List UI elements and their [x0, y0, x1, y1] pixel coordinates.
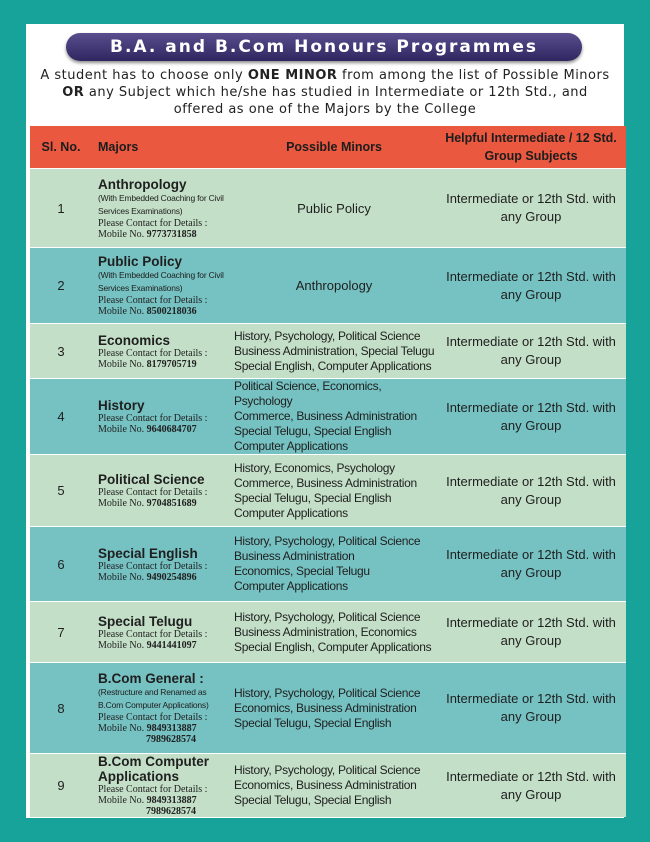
minor-line: History, Psychology, Political Science — [234, 763, 421, 777]
contact-label: Please Contact for Details : — [98, 784, 208, 795]
header-possible-minors: Possible Minors — [232, 126, 436, 169]
row-number: 2 — [30, 248, 92, 324]
contact-label: Please Contact for Details : — [98, 487, 208, 498]
helpful-subjects-cell: Intermediate or 12th Std. with any Group — [436, 379, 626, 455]
programmes-table — [30, 126, 626, 817]
minor-line: Business Administration, Economics — [234, 624, 417, 639]
header-helpful-subjects: Helpful Intermediate / 12 Std. Group Subjects — [436, 126, 626, 169]
row-number: 5 — [30, 455, 92, 527]
contact-label: Please Contact for Details : — [98, 295, 208, 306]
major-cell — [92, 602, 232, 663]
major-name: Anthropology — [98, 176, 187, 192]
mobile-line — [98, 359, 232, 370]
mobile-label: Mobile No. — [98, 571, 145, 583]
minor-line: Special English, Computer Applications — [234, 358, 432, 373]
minor-line: History, Psychology, Political Science — [234, 328, 421, 343]
helpful-subjects-cell: Intermediate or 12th Std. with any Group — [436, 248, 626, 324]
table-row — [30, 379, 626, 455]
major-cell — [92, 324, 232, 379]
programme-sheet — [26, 24, 624, 818]
row-number: 8 — [30, 663, 92, 754]
mobile-label: Mobile No. — [98, 358, 145, 370]
table-row — [30, 455, 626, 527]
mobile-line — [98, 229, 232, 240]
mobile-line — [98, 306, 232, 317]
mobile-number: 9849313887 — [146, 795, 197, 806]
mobile-label: Mobile No. — [98, 306, 145, 317]
mobile-line — [98, 723, 232, 734]
mobile-number-secondary: 7989628574 — [146, 734, 196, 745]
table-row — [30, 248, 626, 324]
major-name: History — [98, 398, 145, 413]
page-title: B.A. and B.Com Honours Programmes — [66, 33, 582, 61]
mobile-line — [98, 498, 232, 509]
contact-label: Please Contact for Details : — [98, 628, 208, 640]
possible-minors-cell — [232, 663, 436, 754]
major-name: Special English — [98, 545, 198, 561]
minor-line: Special English, Computer Applications — [234, 639, 432, 654]
table-row — [30, 602, 626, 663]
major-note: (Restructure and Renamed as B.Com Computer Applications) — [98, 687, 209, 710]
mobile-number: 9849313887 — [146, 723, 197, 734]
table-row — [30, 169, 626, 248]
major-cell — [92, 754, 232, 818]
intro-text-1: A student has to choose only — [40, 68, 248, 83]
minor-line: Business Administration, Special Telugu — [234, 343, 435, 358]
minor-line: Economics, Special Telugu — [234, 564, 370, 578]
helpful-subjects-cell: Intermediate or 12th Std. with any Group — [436, 663, 626, 754]
mobile-label: Mobile No. — [98, 424, 145, 435]
mobile-label: Mobile No. — [98, 723, 145, 734]
possible-minors-cell — [232, 248, 436, 324]
mobile-line — [98, 795, 232, 806]
intro-text-2: from among the list of Possible Minors — [337, 68, 610, 83]
minor-line: Public Policy — [297, 200, 371, 216]
intro-bold-2: OR — [62, 85, 85, 100]
row-number: 7 — [30, 602, 92, 663]
contact-label: Please Contact for Details : — [98, 413, 208, 424]
table-row — [30, 324, 626, 379]
major-cell — [92, 248, 232, 324]
mobile-number: 8179705719 — [146, 358, 197, 370]
table-row — [30, 754, 626, 818]
helpful-subjects-cell: Intermediate or 12th Std. with any Group — [436, 169, 626, 248]
minor-line: Business Administration — [234, 549, 355, 563]
helpful-subjects-cell: Intermediate or 12th Std. with any Group — [436, 527, 626, 602]
possible-minors-cell — [232, 379, 436, 455]
table-header-row — [30, 126, 626, 169]
mobile-line — [98, 572, 232, 583]
contact-label: Please Contact for Details : — [98, 217, 208, 229]
row-number: 3 — [30, 324, 92, 379]
contact-label: Please Contact for Details : — [98, 347, 208, 359]
major-name: Special Telugu — [98, 613, 193, 629]
minor-line: Computer Applications — [234, 505, 348, 520]
mobile-number: 9704851689 — [146, 498, 197, 509]
row-number: 4 — [30, 379, 92, 455]
mobile-label: Mobile No. — [98, 639, 145, 651]
major-name: Economics — [98, 332, 171, 348]
major-note: (With Embedded Coaching for Civil Services Examinations) — [98, 270, 224, 293]
major-cell — [92, 379, 232, 455]
mobile-number: 9441441097 — [146, 639, 197, 651]
possible-minors-cell — [232, 527, 436, 602]
mobile-label: Mobile No. — [98, 228, 145, 240]
minor-line: Special Telugu, Special English — [234, 715, 392, 730]
mobile-line — [98, 640, 232, 651]
intro-text-3: any Subject which he/she has studied in Intermediate or 12th Std., and offered as one of the Majors by the College — [84, 85, 588, 117]
minor-line: Computer Applications — [234, 579, 348, 593]
table-row — [30, 663, 626, 754]
row-number: 6 — [30, 527, 92, 602]
major-cell — [92, 527, 232, 602]
contact-label: Please Contact for Details : — [98, 712, 208, 723]
major-name: B.Com General : — [98, 671, 204, 686]
contact-label: Please Contact for Details : — [98, 560, 208, 572]
header-majors: Majors — [92, 126, 232, 169]
helpful-subjects-cell: Intermediate or 12th Std. with any Group — [436, 602, 626, 663]
table-row — [30, 527, 626, 602]
minor-line: Economics, Business Administration — [234, 778, 417, 792]
mobile-number: 9640684707 — [146, 424, 197, 435]
minor-line: Special Telugu, Special English — [234, 424, 392, 438]
helpful-subjects-cell: Intermediate or 12th Std. with any Group — [436, 754, 626, 818]
minor-line: History, Psychology, Political Science — [234, 609, 421, 624]
minor-line: Special Telugu, Special English — [234, 490, 392, 505]
helpful-subjects-cell: Intermediate or 12th Std. with any Group — [436, 455, 626, 527]
possible-minors-cell — [232, 754, 436, 818]
mobile-line — [98, 424, 232, 435]
possible-minors-cell — [232, 602, 436, 663]
intro-paragraph — [36, 67, 614, 118]
minor-line: Commerce, Business Administration — [234, 409, 417, 423]
mobile-number: 9490254896 — [146, 571, 197, 583]
mobile-number-secondary: 7989628574 — [146, 806, 196, 817]
minor-line: History, Economics, Psychology — [234, 460, 395, 475]
minor-line: Special Telugu, Special English — [234, 793, 392, 807]
major-note: (With Embedded Coaching for Civil Services Examinations) — [98, 192, 224, 216]
helpful-subjects-cell: Intermediate or 12th Std. with any Group — [436, 324, 626, 379]
minor-line: Political Science, Economics, Psychology — [234, 379, 382, 408]
possible-minors-cell — [232, 455, 436, 527]
possible-minors-cell — [232, 169, 436, 248]
minor-line: History, Psychology, Political Science — [234, 534, 421, 548]
minor-line: History, Psychology, Political Science — [234, 685, 421, 700]
minor-line: Anthropology — [295, 278, 373, 293]
header-sl-no: Sl. No. — [30, 126, 92, 169]
major-name: Political Science — [98, 472, 205, 487]
mobile-label: Mobile No. — [98, 498, 145, 509]
mobile-number: 8500218036 — [146, 306, 197, 317]
minor-line: Computer Applications — [234, 439, 348, 453]
major-cell — [92, 663, 232, 754]
major-cell — [92, 455, 232, 527]
major-name: Public Policy — [98, 254, 183, 269]
major-name: B.Com Computer Applications — [98, 754, 209, 784]
minor-line: Economics, Business Administration — [234, 700, 417, 715]
mobile-label: Mobile No. — [98, 795, 145, 806]
intro-bold-1: ONE MINOR — [247, 68, 338, 83]
row-number: 9 — [30, 754, 92, 818]
minor-line: Commerce, Business Administration — [234, 475, 417, 490]
possible-minors-cell — [232, 324, 436, 379]
mobile-number: 9773731858 — [146, 228, 197, 240]
major-cell — [92, 169, 232, 248]
row-number: 1 — [30, 169, 92, 248]
